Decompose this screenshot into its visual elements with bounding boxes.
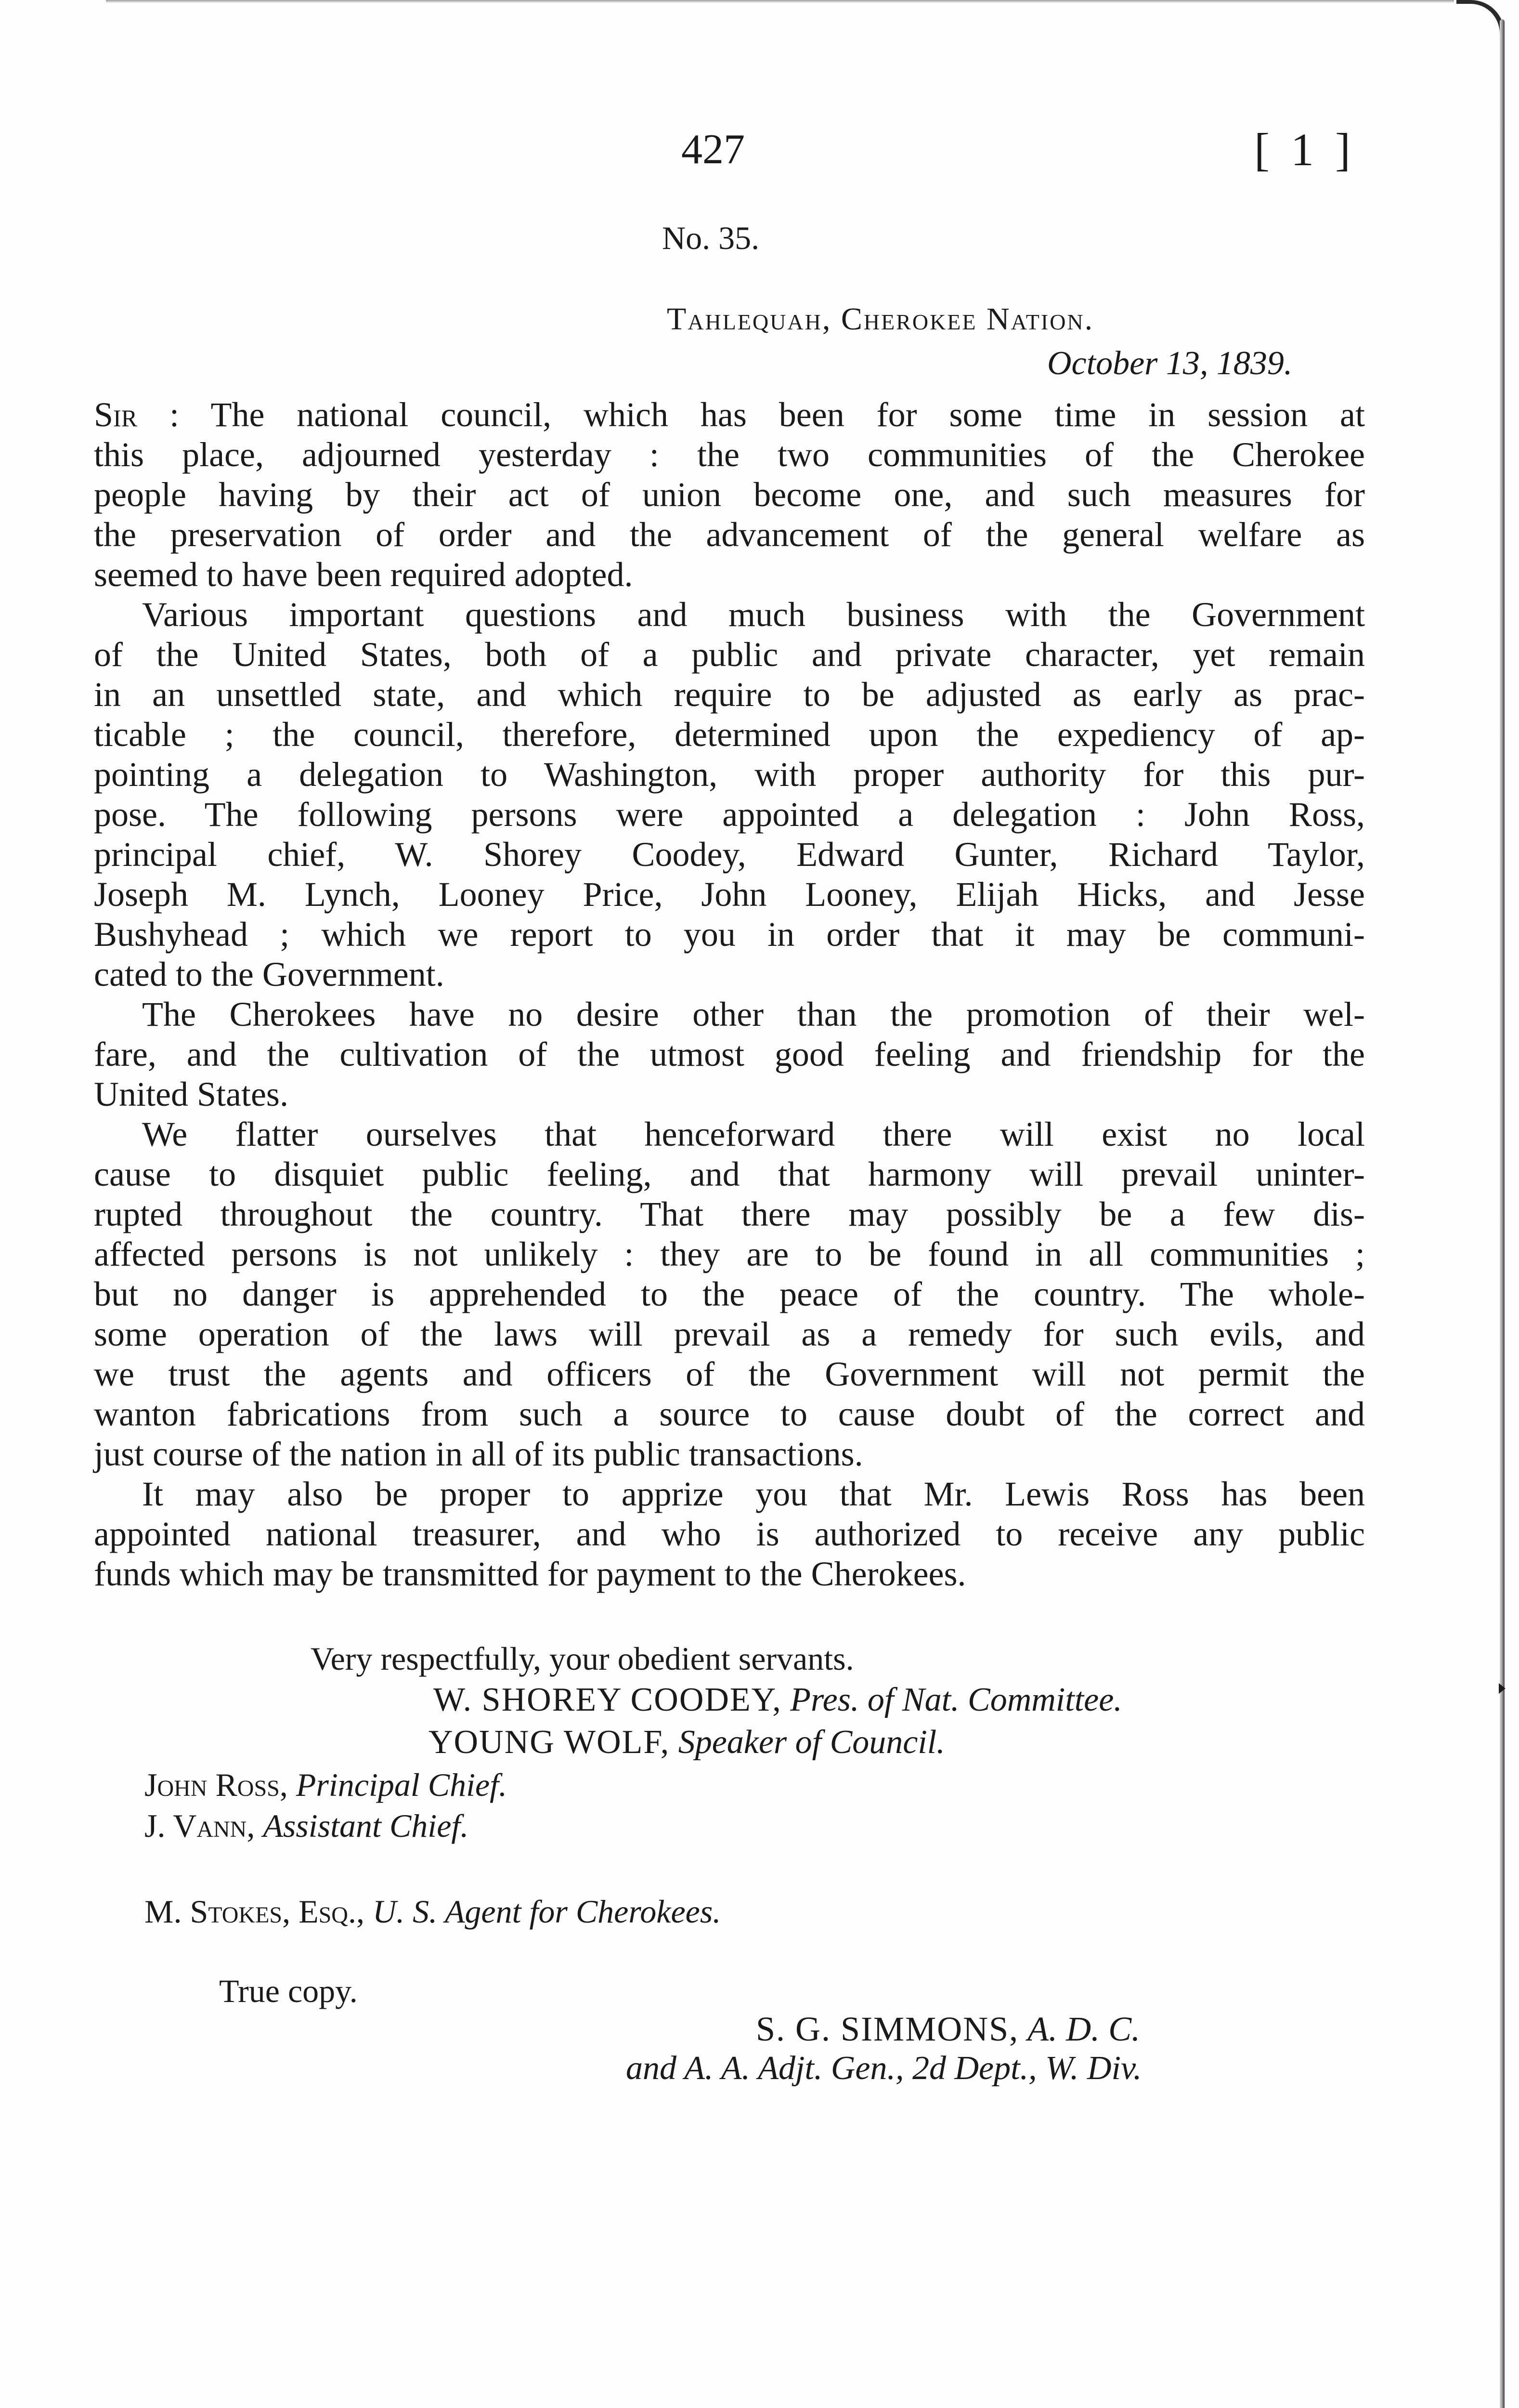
addressee: [144, 1893, 721, 1931]
letter-line: Joseph M. Lynch, Looney Price, John Looney, Elijah Hicks, and Jesse: [94, 875, 1365, 914]
letter-line: in an unsettled state, and which require to be adjusted as early as prac-: [94, 675, 1365, 714]
letter-line: appointed national treasurer, and who is authorized to receive any public: [94, 1515, 1365, 1553]
true-copy-label: True copy.: [219, 1973, 358, 2009]
signature-simmons-office: [626, 2049, 1142, 2088]
dateline-date: [1047, 344, 1292, 383]
letter-line: [94, 395, 1365, 435]
letter-line: fare, and the cultivation of the utmost good feeling and friendship for the: [94, 1035, 1365, 1073]
letter-line: rupted throughout the country. That there may possibly be a few dis-: [94, 1195, 1365, 1233]
closing-line: Very respectfully, your obedient servants.: [311, 1640, 854, 1677]
letter-line: The Cherokees have no desire other than the promotion of their wel-: [142, 995, 1365, 1034]
signature-simmons: [756, 2009, 1140, 2049]
scan-corner: [1456, 0, 1505, 57]
letter-line: pose. The following persons were appointed a delegation : John Ross,: [94, 795, 1365, 834]
scan-edge-top: [106, 0, 1454, 3]
addressee-name: M. Stokes, Esq.,: [144, 1893, 364, 1930]
salutation: Sir :: [94, 395, 179, 434]
signature-name: S. G. SIMMONS,: [756, 2010, 1019, 2048]
letter-line: It may also be proper to apprize you that Mr. Lewis Ross has been: [142, 1475, 1365, 1513]
signature-title: A. D. C.: [1027, 2010, 1141, 2048]
letter-line: wanton fabrications from such a source to cause doubt of the correct and: [94, 1395, 1365, 1433]
signature-coodey: [433, 1681, 1122, 1719]
signature-name: W. SHOREY COODEY,: [433, 1681, 782, 1718]
signature-name: J. Vann,: [144, 1807, 255, 1844]
letter-line: this place, adjourned yesterday : the two communities of the Cherokee: [94, 435, 1365, 474]
signature-title: Pres. of Nat. Committee.: [790, 1681, 1122, 1718]
letter-line: seemed to have been required adopted.: [94, 555, 633, 594]
letter-line: Various important questions and much business with the Government: [142, 595, 1365, 634]
scan-edge-right: [1500, 19, 1505, 2408]
signature-vann: [144, 1807, 468, 1845]
letter-line: pointing a delegation to Washington, with proper authority for this pur-: [94, 755, 1365, 794]
dateline-place: Tahlequah, Cherokee Nation.: [667, 301, 1094, 337]
letter-line: ticable ; the council, therefore, determined upon the expediency of ap-: [94, 715, 1365, 754]
letter-line: United States.: [94, 1075, 288, 1113]
signature-title: Speaker of Council.: [678, 1724, 945, 1761]
signature-title: Principal Chief.: [296, 1767, 507, 1803]
page-number: 427: [681, 126, 745, 173]
document-number: No. 35.: [662, 220, 760, 256]
letter-line: the preservation of order and the advancement of the general welfare as: [94, 515, 1365, 554]
signature-title: Assistant Chief.: [263, 1807, 469, 1844]
letter-line: cause to disquiet public feeling, and that harmony will prevail uninter-: [94, 1155, 1365, 1193]
letter-line: affected persons is not unlikely : they are to be found in all communities ;: [94, 1235, 1365, 1273]
letter-line: Bushyhead ; which we report to you in order that it may be communi-: [94, 915, 1365, 954]
signature-title: and A. A. Adjt. Gen., 2d Dept., W. Div.: [626, 2050, 1142, 2087]
signature-name: YOUNG WOLF,: [428, 1724, 670, 1761]
letter-line: just course of the nation in all of its public transactions.: [94, 1435, 863, 1473]
letter-line-text: The national council, which has been for some time in session at: [179, 395, 1365, 434]
document-code: [ 1 ]: [1254, 124, 1355, 175]
dateline-date-text: October 13, 1839.: [1047, 345, 1293, 382]
letter-line: cated to the Government.: [94, 955, 444, 994]
signature-young-wolf: [428, 1723, 945, 1762]
signature-ross: [144, 1766, 507, 1804]
letter-line: people having by their act of union become one, and such measures for: [94, 475, 1365, 514]
letter-line: principal chief, W. Shorey Coodey, Edward Gunter, Richard Taylor,: [94, 835, 1365, 874]
letter-body: [94, 395, 1365, 1594]
addressee-title: U. S. Agent for Cherokees.: [372, 1893, 721, 1930]
letter-line: we trust the agents and officers of the Government will not permit the: [94, 1355, 1365, 1393]
signature-name: John Ross,: [144, 1767, 288, 1803]
letter-line: funds which may be transmitted for payment to the Cherokees.: [94, 1555, 966, 1593]
letter-line: We flatter ourselves that henceforward there will exist no local: [142, 1115, 1365, 1153]
letter-line: of the United States, both of a public and private character, yet remain: [94, 635, 1365, 674]
letter-line: some operation of the laws will prevail as a remedy for such evils, and: [94, 1315, 1365, 1353]
letter-line: but no danger is apprehended to the peace of the country. The whole-: [94, 1275, 1365, 1313]
